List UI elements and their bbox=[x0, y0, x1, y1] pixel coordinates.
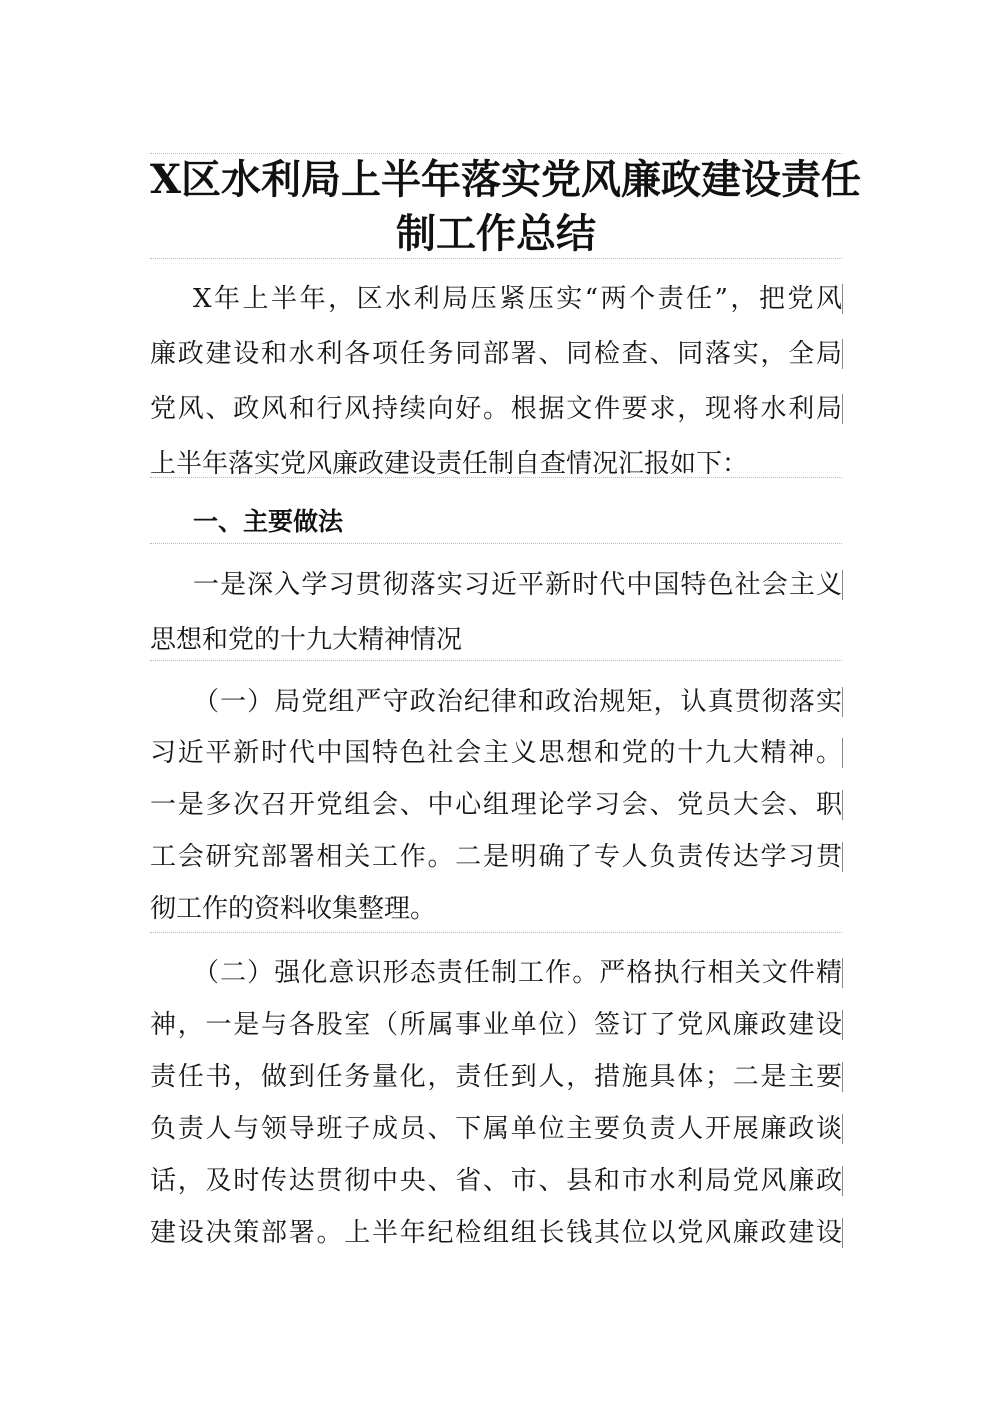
paragraph-line: 思想和党的十九大精神情况 bbox=[150, 625, 463, 655]
margin-bar bbox=[842, 687, 843, 717]
paragraph-line: 一是深入学习贯彻落实习近平新时代中国特色社会主义 bbox=[193, 570, 842, 600]
paragraph-line: 上半年落实党风廉政建设责任制自查情况汇报如下： bbox=[150, 449, 749, 479]
paragraph-line: （一）局党组严守政治纪律和政治规矩，认真贯彻落实 bbox=[193, 687, 842, 717]
paragraph-line: 工会研究部署相关工作。二是明确了专人负责传达学习贯 bbox=[150, 842, 842, 872]
paragraph-line: 党风、政风和行风持续向好。根据文件要求，现将水利局 bbox=[150, 394, 842, 424]
divider bbox=[150, 543, 842, 544]
margin-bar bbox=[842, 339, 843, 369]
margin-bar bbox=[842, 1166, 843, 1196]
paragraph-line: 神，一是与各股室（所属事业单位）签订了党风廉政建设 bbox=[150, 1010, 842, 1040]
margin-bar bbox=[842, 284, 843, 314]
paragraph-line: X年上半年，区水利局压紧压实“两个责任”，把党风 bbox=[193, 284, 842, 314]
margin-bar bbox=[842, 570, 843, 600]
document-title-line2: 制工作总结 bbox=[396, 210, 596, 257]
margin-bar bbox=[842, 1218, 843, 1248]
section-heading: 一、主要做法 bbox=[193, 507, 344, 536]
divider bbox=[150, 660, 842, 661]
paragraph-line: 话，及时传达贯彻中央、省、市、县和市水利局党风廉政 bbox=[150, 1166, 842, 1196]
margin-bar bbox=[842, 1114, 843, 1144]
divider bbox=[150, 932, 842, 933]
paragraph-line: 习近平新时代中国特色社会主义思想和党的十九大精神。 bbox=[150, 738, 842, 768]
margin-bar bbox=[842, 842, 843, 872]
paragraph-line: 一是多次召开党组会、中心组理论学习会、党员大会、职 bbox=[150, 790, 842, 820]
margin-bar bbox=[842, 1062, 843, 1092]
divider bbox=[150, 477, 842, 478]
paragraph-line: 建设决策部署。上半年纪检组组长钱其位以党风廉政建设 bbox=[150, 1218, 842, 1248]
margin-bar bbox=[842, 738, 843, 768]
margin-bar bbox=[842, 790, 843, 820]
margin-bar bbox=[842, 958, 843, 988]
paragraph-line: 彻工作的资料收集整理。 bbox=[150, 894, 437, 924]
paragraph-line: 负责人与领导班子成员、下属单位主要负责人开展廉政谈 bbox=[150, 1114, 842, 1144]
paragraph-line: （二）强化意识形态责任制工作。严格执行相关文件精 bbox=[193, 958, 842, 988]
paragraph-line: 廉政建设和水利各项任务同部署、同检查、同落实，全局 bbox=[150, 339, 842, 369]
margin-bar bbox=[842, 1010, 843, 1040]
paragraph-line: 责任书，做到任务量化，责任到人，措施具体；二是主要 bbox=[150, 1062, 842, 1092]
divider bbox=[150, 258, 842, 259]
margin-bar bbox=[842, 394, 843, 424]
document-title-line1: X区水利局上半年落实党风廉政建设责任 bbox=[150, 156, 862, 203]
